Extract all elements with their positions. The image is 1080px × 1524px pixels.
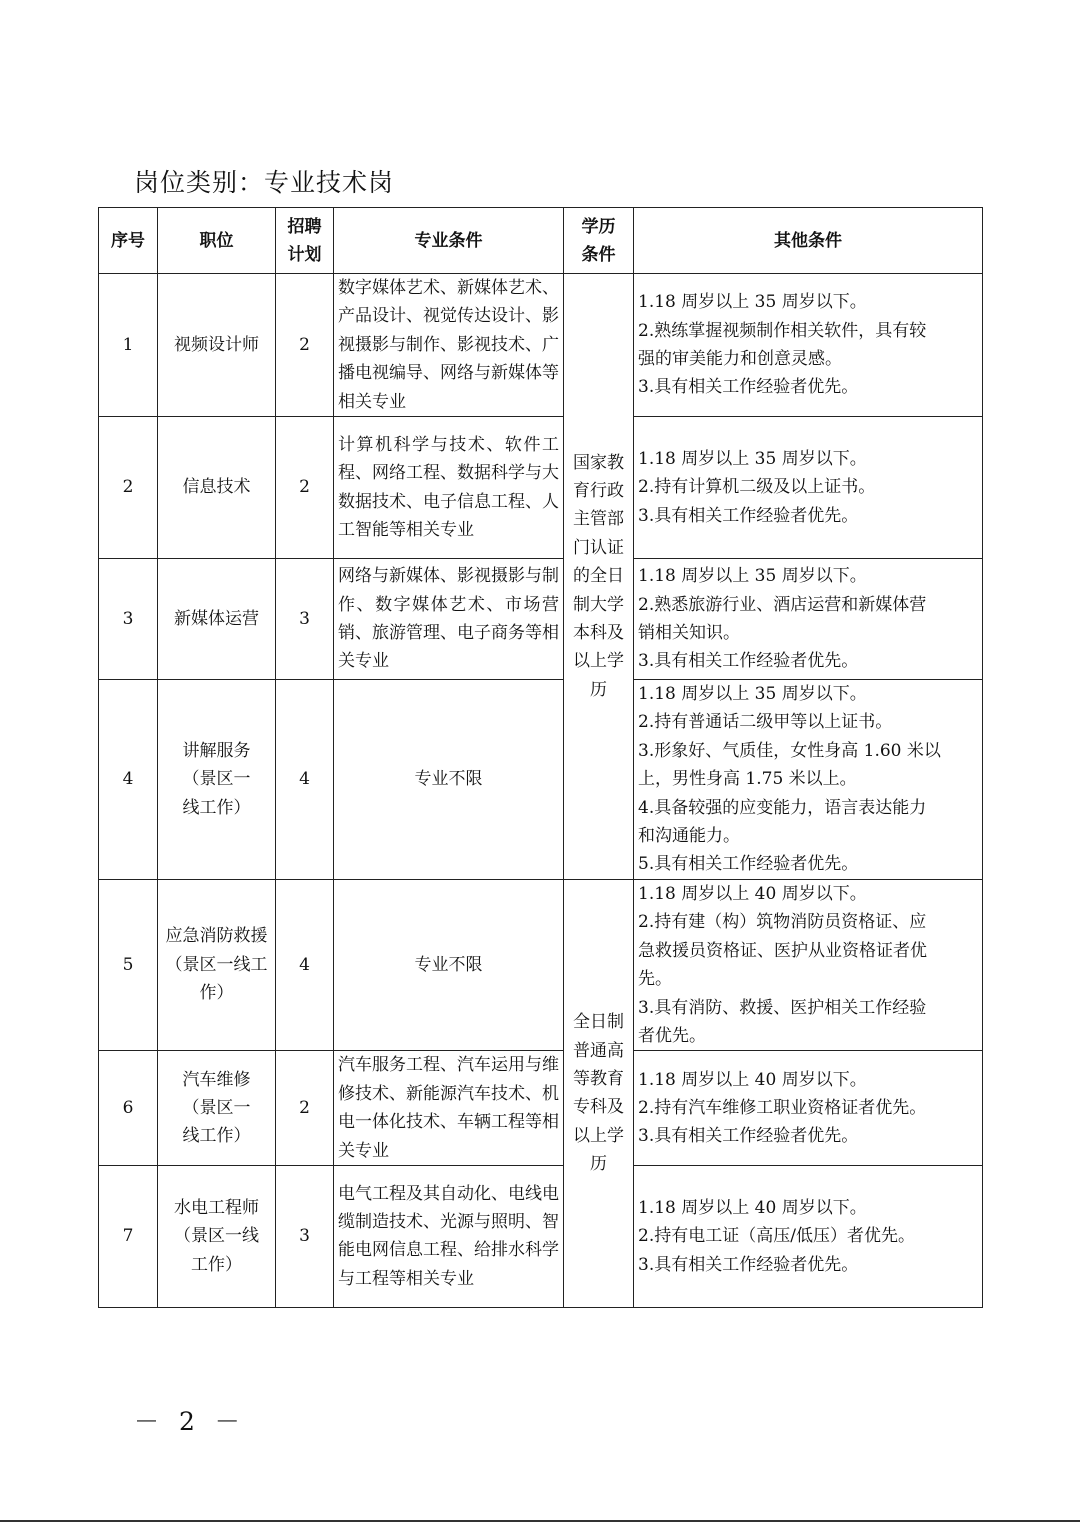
other-line: 1.18 周岁以上 40 周岁以下。 <box>638 883 867 904</box>
row-position: 新媒体运营 <box>158 559 276 680</box>
other-line: 2.熟悉旅游行业、酒店运营和新媒体营 <box>638 594 927 615</box>
other-line: 1.18 周岁以上 40 周岁以下。 <box>638 1069 867 1090</box>
other-line: 2.持有汽车维修工职业资格证者优先。 <box>638 1097 927 1118</box>
header-education: 学历条件 <box>564 208 634 274</box>
row-major: 汽车服务工程、汽车运用与维修技术、新能源汽车技术、机电一体化技术、车辆工程等相关专业 <box>334 1051 564 1166</box>
row-other <box>634 879 983 1050</box>
other-line: 先。 <box>638 969 672 990</box>
row-no: 6 <box>99 1051 158 1166</box>
education-requirement-college: 全日制普通高等教育专科及以上学历 <box>564 879 634 1307</box>
row-no: 5 <box>99 879 158 1050</box>
table-row <box>99 417 983 559</box>
other-line: 5.具有相关工作经验者优先。 <box>638 854 859 875</box>
row-plan: 4 <box>276 879 334 1050</box>
other-line: 3.具有相关工作经验者优先。 <box>638 377 859 398</box>
row-no: 1 <box>99 274 158 417</box>
other-line: 4.具备较强的应变能力，语言表达能力 <box>638 797 927 818</box>
education-requirement-bachelor: 国家教育行政主管部门认证的全日制大学本科及以上学历 <box>564 274 634 880</box>
other-line: 2.持有计算机二级及以上证书。 <box>638 477 876 498</box>
table-row <box>99 1051 983 1166</box>
other-line: 3.具有相关工作经验者优先。 <box>638 651 859 672</box>
row-other <box>634 1165 983 1307</box>
page-number: － 2 － <box>134 1407 246 1436</box>
row-plan: 3 <box>276 1165 334 1307</box>
other-line: 2.持有建（构）筑物消防员资格证、应 <box>638 912 927 933</box>
row-position: 汽车维修（景区一线工作） <box>158 1051 276 1166</box>
other-line: 强的审美能力和创意灵感。 <box>638 349 842 370</box>
row-position: 信息技术 <box>158 417 276 559</box>
row-major: 计算机科学与技术、软件工程、网络工程、数据科学与大数据技术、电子信息工程、人工智能等相关专业 <box>334 417 564 559</box>
row-position: 讲解服务（景区一线工作） <box>158 680 276 880</box>
other-line: 3.具有相关工作经验者优先。 <box>638 1254 859 1275</box>
row-major: 数字媒体艺术、新媒体艺术、产品设计、视觉传达设计、影视摄影与制作、影视技术、广播电视编导、网络与新媒体等相关专业 <box>334 274 564 417</box>
row-no: 3 <box>99 559 158 680</box>
row-no: 2 <box>99 417 158 559</box>
header-position: 职位 <box>158 208 276 274</box>
table-header-row <box>99 208 983 274</box>
other-line: 上，男性身高 1.75 米以上。 <box>638 769 857 790</box>
row-major: 专业不限 <box>334 680 564 880</box>
table-row <box>99 1165 983 1307</box>
row-other <box>634 559 983 680</box>
header-other: 其他条件 <box>634 208 983 274</box>
table-row <box>99 274 983 417</box>
row-major: 网络与新媒体、影视摄影与制作、数字媒体艺术、市场营销、旅游管理、电子商务等相关专业 <box>334 559 564 680</box>
other-line: 3.具有消防、救援、医护相关工作经验 <box>638 997 927 1018</box>
table-row <box>99 680 983 880</box>
row-plan: 2 <box>276 274 334 417</box>
other-line: 者优先。 <box>638 1025 706 1046</box>
row-other <box>634 274 983 417</box>
other-line: 1.18 周岁以上 35 周岁以下。 <box>638 566 867 587</box>
other-line: 2.熟练掌握视频制作相关软件，具有较 <box>638 320 927 341</box>
row-no: 7 <box>99 1165 158 1307</box>
row-position: 应急消防救援（景区一线工作） <box>158 879 276 1050</box>
other-line: 2.持有电工证（高压/低压）者优先。 <box>638 1226 915 1247</box>
other-line: 1.18 周岁以上 40 周岁以下。 <box>638 1197 867 1218</box>
recruitment-table <box>98 207 983 1308</box>
row-other <box>634 680 983 880</box>
row-plan: 2 <box>276 1051 334 1166</box>
table-row <box>99 879 983 1050</box>
row-major: 专业不限 <box>334 879 564 1050</box>
other-line: 1.18 周岁以上 35 周岁以下。 <box>638 292 867 313</box>
row-plan: 4 <box>276 680 334 880</box>
category-title: 岗位类别：专业技术岗 <box>134 168 395 197</box>
header-plan: 招聘计划 <box>276 208 334 274</box>
other-line: 1.18 周岁以上 35 周岁以下。 <box>638 684 867 705</box>
row-other <box>634 1051 983 1166</box>
row-other <box>634 417 983 559</box>
other-line: 销相关知识。 <box>638 623 740 644</box>
table-row <box>99 559 983 680</box>
other-line: 1.18 周岁以上 35 周岁以下。 <box>638 448 867 469</box>
other-line: 和沟通能力。 <box>638 826 740 847</box>
header-major: 专业条件 <box>334 208 564 274</box>
other-line: 3.形象好、气质佳，女性身高 1.60 米以 <box>638 740 941 761</box>
other-line: 3.具有相关工作经验者优先。 <box>638 505 859 526</box>
row-plan: 3 <box>276 559 334 680</box>
other-line: 2.持有普通话二级甲等以上证书。 <box>638 712 893 733</box>
row-position: 视频设计师 <box>158 274 276 417</box>
row-no: 4 <box>99 680 158 880</box>
other-line: 急救援员资格证、医护从业资格证者优 <box>638 940 927 961</box>
other-line: 3.具有相关工作经验者优先。 <box>638 1126 859 1147</box>
header-no: 序号 <box>99 208 158 274</box>
row-plan: 2 <box>276 417 334 559</box>
bottom-divider <box>0 1520 1080 1522</box>
row-major: 电气工程及其自动化、电线电缆制造技术、光源与照明、智能电网信息工程、给排水科学与工程等相关专业 <box>334 1165 564 1307</box>
row-position: 水电工程师（景区一线工作） <box>158 1165 276 1307</box>
